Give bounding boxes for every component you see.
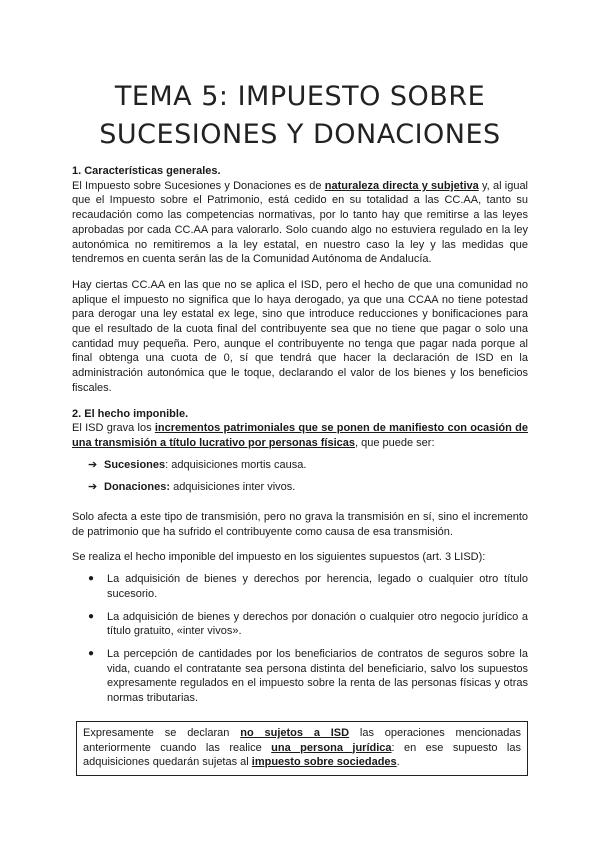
document-body bbox=[72, 164, 528, 776]
bullet-icon: ● bbox=[88, 573, 95, 585]
item-term: Donaciones: bbox=[104, 481, 171, 494]
section-2-heading: 2. El hecho imponible. bbox=[72, 407, 189, 420]
bullet-icon: ● bbox=[88, 647, 95, 659]
text-run: las operaciones mencionadas anteriormente cuando las realice bbox=[83, 726, 521, 754]
section-1-paragraph-1 bbox=[72, 179, 528, 267]
item-text: La percepción de cantidades por los beneficiarios de contratos de seguros sobre la vida, cuando el contratante sea persona distinta del beneficiario, salvo los supuestos expresamente regulados en el impuesto sobre la renta de las personas físicas y otras normas tributarias. bbox=[107, 647, 528, 705]
text-run: , que puede ser: bbox=[355, 436, 435, 449]
underlined-term: impuesto sobre sociedades bbox=[251, 756, 397, 769]
title-line-1: TEMA 5: IMPUESTO SOBRE bbox=[114, 81, 486, 112]
list-item bbox=[88, 480, 528, 495]
arrow-icon: ➔ bbox=[88, 481, 98, 494]
list-item bbox=[88, 572, 528, 601]
underlined-term: naturaleza directa y subjetiva bbox=[324, 179, 479, 192]
section-2-paragraph-1 bbox=[72, 421, 528, 450]
title-line-2: SUCESIONES Y DONACIONES bbox=[99, 119, 501, 150]
text-run: El Impuesto sobre Sucesiones y Donaciones es de bbox=[72, 179, 325, 192]
page-title bbox=[40, 78, 560, 154]
item-text: adquisiciones inter vivos. bbox=[170, 481, 296, 494]
note-box bbox=[76, 721, 528, 776]
underlined-term: incrementos patrimoniales que se ponen de manifiesto con ocasión de una transmisión a título lucrativo por personas físicas bbox=[72, 422, 528, 449]
list-item bbox=[88, 458, 528, 473]
underlined-term: una persona jurídica bbox=[271, 741, 392, 754]
section-1-paragraph-2: Hay ciertas CC.AA en las que no se aplica el ISD, pero el hecho de que una comunidad no aplique el impuesto no significa que lo haya derogado, ya que una CCAA no tiene potestad para derogar una ley estatal ex lege, sino que introduce reducciones y bonificaciones para que el resultado de la cuota final del contribuyente sea que no tiene que pagar o solo una cantidad muy pequeña. Pero, aunque el contribuyente no tenga que pagar nada porque al final obtenga una cuota de 0, sí que tendrá que hacer la declaración de ISD en la administración autonómica que le toque, declarando el valor de los bienes y los beneficios fiscales. bbox=[72, 278, 528, 394]
bullet-icon: ● bbox=[88, 610, 95, 622]
item-text: : adquisiciones mortis causa. bbox=[165, 458, 307, 471]
item-text: La adquisición de bienes y derechos por donación o cualquier otro negocio jurídico a título gratuito, «inter vivos». bbox=[107, 610, 528, 638]
section-2-paragraph-3: Se realiza el hecho imponible del impuesto en los siguientes supuestos (art. 3 LISD): bbox=[72, 551, 486, 564]
transmission-types-list bbox=[72, 458, 528, 495]
text-run: Expresamente se declaran bbox=[83, 726, 241, 739]
arrow-icon: ➔ bbox=[88, 458, 98, 471]
text-run: y, al igual que el Impuesto sobre el Patrimonio, está cedido en su totalidad a las CC.AA, tanto su recaudación como las competencias normativas, por lo tanto hay que remitirse a las leyes aprobadas por cada CC.AA para valorarlo. Solo cuando algo no estuviera regulado en la ley autonómica no remitiremos a la ley estatal, en nuestro caso la ley y las medidas que tendremos en cuenta serán las de la Comunidad Autónoma de Andalucía. bbox=[72, 179, 528, 266]
section-2-paragraph-2: Solo afecta a este tipo de transmisión, pero no grava la transmisión en sí, sino el incremento de patrimonio que ha sufrido el contribuyente como causa de esa transmisión. bbox=[72, 511, 528, 538]
list-item bbox=[88, 610, 528, 639]
list-item bbox=[88, 647, 528, 706]
section-1-heading: 1. Características generales. bbox=[72, 165, 221, 177]
text-run: El ISD grava los bbox=[72, 422, 155, 435]
item-text: La adquisición de bienes y derechos por herencia, legado o cualquier otro título sucesorio. bbox=[107, 573, 528, 600]
text-run: . bbox=[396, 756, 400, 769]
underlined-term: no sujetos a ISD bbox=[240, 726, 350, 739]
taxable-events-list bbox=[72, 572, 528, 706]
text-run: : en ese supuesto las adquisiciones quedarán sujetas al bbox=[83, 741, 521, 769]
item-term: Sucesiones bbox=[104, 458, 166, 471]
